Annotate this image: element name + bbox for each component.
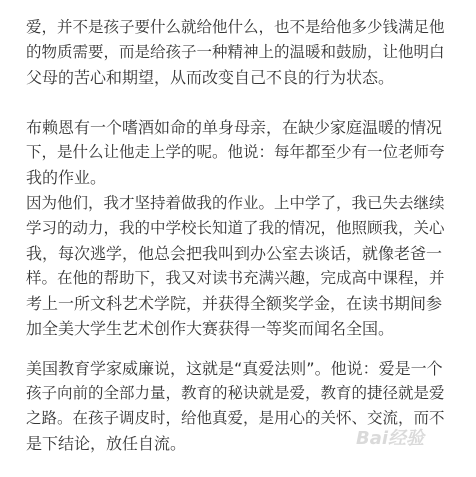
- text-line: 学习的动力，我的中学校长知道了我的情况，他照顾我，关心: [26, 219, 445, 237]
- paragraph-3: [26, 191, 456, 341]
- text-line: 的物质需要，而是给孩子一种精神上的温暖和鼓励，让他明白: [26, 43, 445, 61]
- text-line: 下，是什么让他走上学的呢。他说：每年都至少有一位老师夸: [26, 143, 445, 161]
- text-line: 因为他们，我才坚持着做我的作业。上中学了，我已失去继续: [26, 194, 445, 212]
- text-line: 我的作业。: [26, 168, 107, 187]
- paragraph-2: [26, 115, 456, 190]
- text-line: 美国教育学家威廉说，这就是“真爱法则”。他说：爱是一个: [26, 359, 443, 378]
- watermark-logo: Bai经验: [356, 428, 425, 449]
- text-line: 之路。在孩子调皮时，给他真爱，是用心的关怀、交流，而不: [26, 409, 445, 427]
- text-line: 孩子向前的全部力量，教育的秘诀就是爱，教育的捷径就是爱: [26, 384, 445, 402]
- text-line: 考上一所文科艺术学院，并获得全额奖学金，在读书期间参: [26, 294, 443, 313]
- text-line: 父母的苦心和期望，从而改变自己不良的行为状态。: [26, 68, 395, 87]
- text-line: 样。在他的帮助下，我又对读书充满兴趣，完成高中课程，并: [26, 269, 445, 287]
- text-line: 爱，并不是孩子要什么就给他什么，也不是给他多少钱满足他: [26, 18, 445, 36]
- text-line: 是下结论，放任自流。: [26, 434, 187, 453]
- text-line: 我，每次逃学，他总会把我叫到办公室去谈话，就像老爸一: [26, 244, 443, 263]
- paragraph-1: [26, 15, 456, 90]
- text-line: 加全美大学生艺术创作大赛获得一等奖而闻名全国。: [26, 319, 395, 338]
- text-line: 布赖恩有一个嗜酒如命的单身母亲，在缺少家庭温暖的情况: [26, 118, 443, 137]
